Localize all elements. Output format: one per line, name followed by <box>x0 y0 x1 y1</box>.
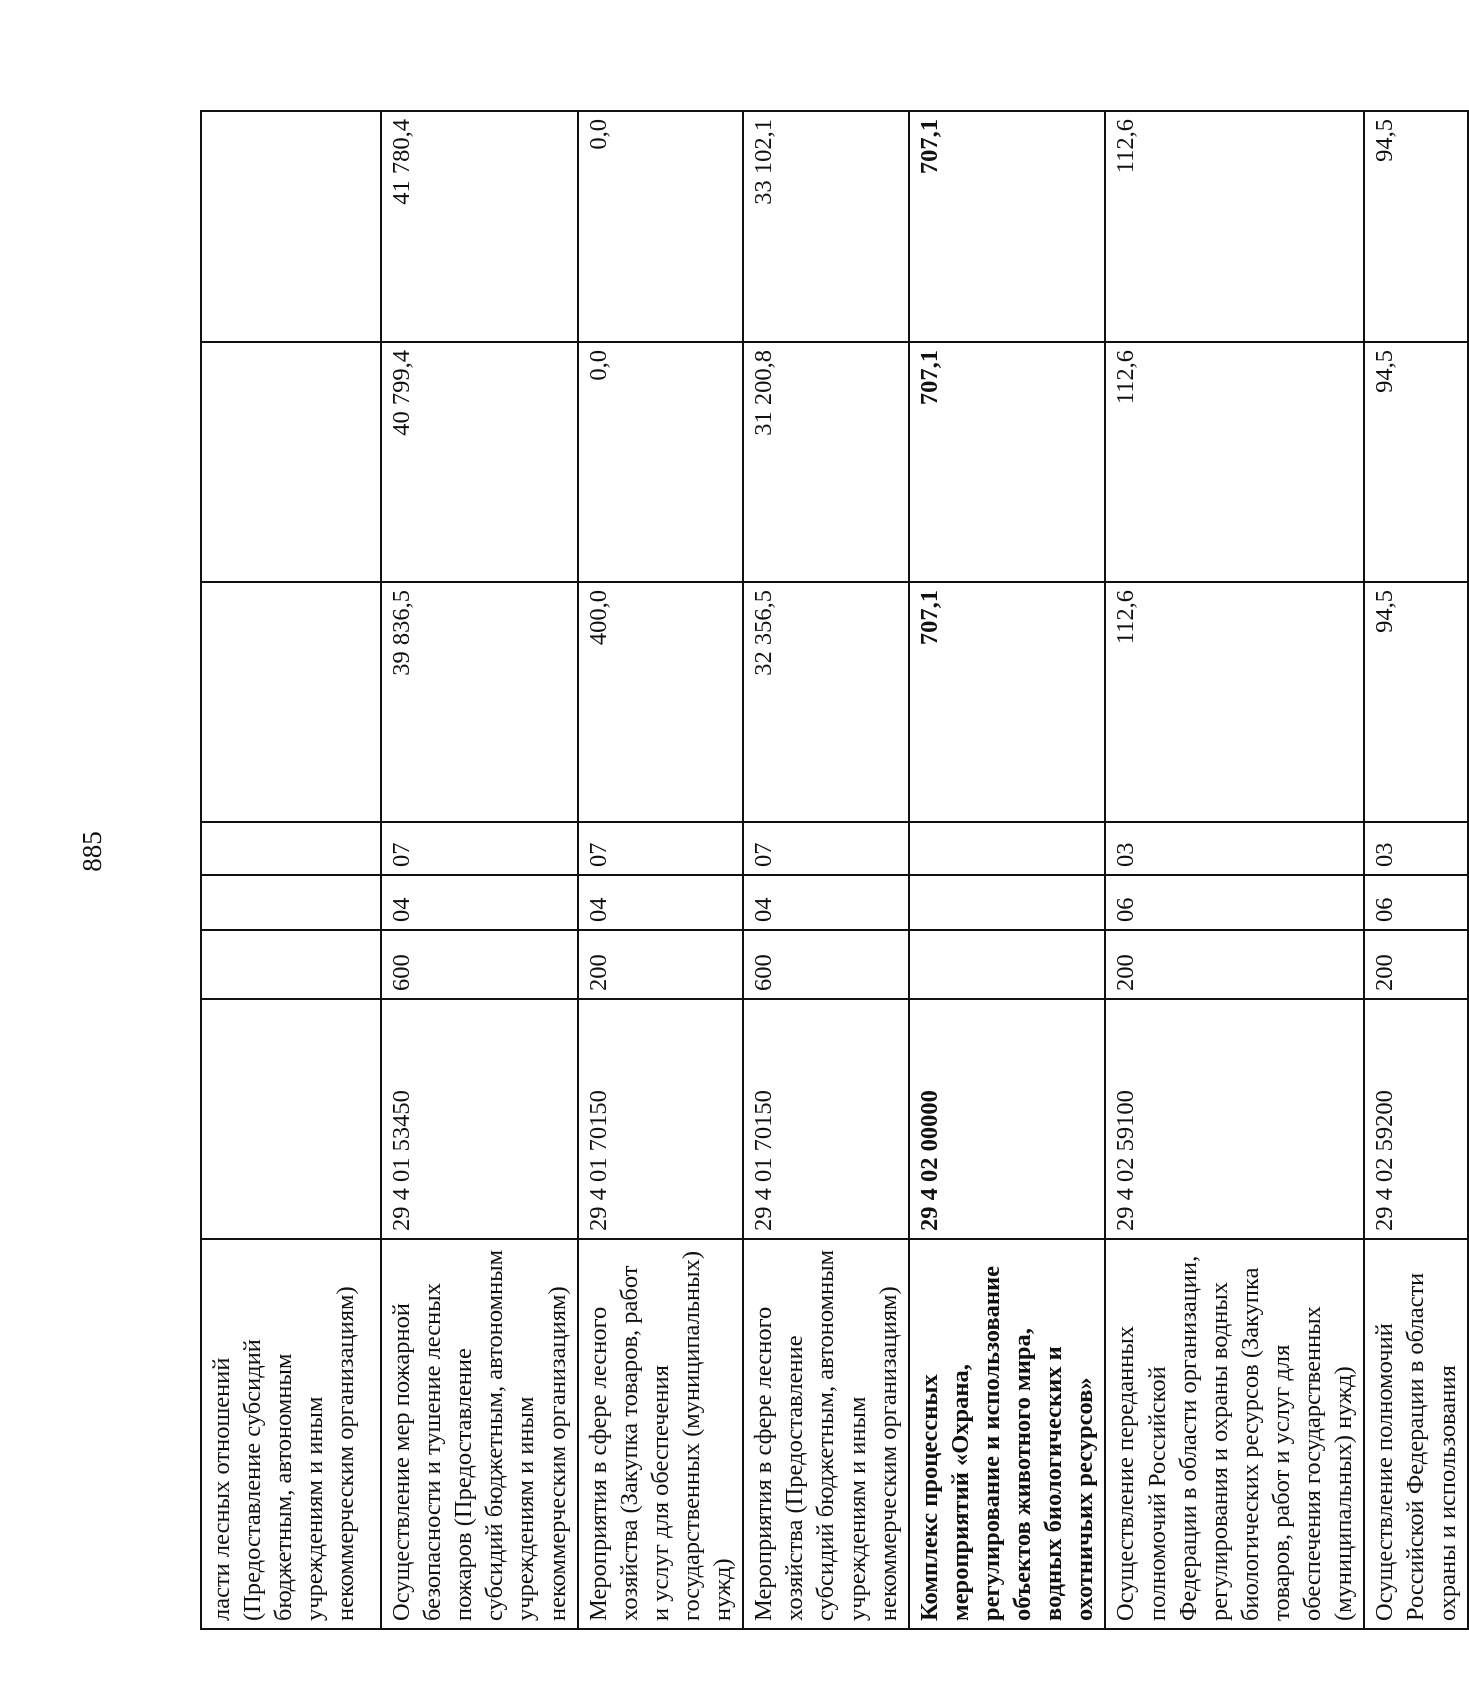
row-code-vr: 200 <box>1364 930 1467 999</box>
row-amount-year1: 39 836,5 <box>381 582 578 822</box>
row-code-csr: 29 4 01 70150 <box>743 999 909 1239</box>
row-code-vr <box>201 930 381 999</box>
page-number: 885 <box>76 831 107 872</box>
row-code-pr <box>201 822 381 875</box>
row-code-pr: 03 <box>1105 822 1364 875</box>
row-amount-year2: 707,1 <box>909 342 1106 582</box>
table-row <box>1105 111 1364 1629</box>
row-amount-year1: 400,0 <box>578 582 744 822</box>
table-row <box>743 111 909 1629</box>
row-code-csr: 29 4 02 59100 <box>1105 999 1364 1239</box>
row-code-csr <box>201 999 381 1239</box>
row-amount-year3: 707,1 <box>909 111 1106 342</box>
row-code-vr: 200 <box>578 930 744 999</box>
row-amount-year2 <box>201 342 381 582</box>
row-amount-year2: 94,5 <box>1364 342 1467 582</box>
table-row <box>201 111 381 1629</box>
row-amount-year3: 0,0 <box>578 111 744 342</box>
row-code-rz: 06 <box>1105 875 1364 930</box>
table-body <box>201 111 1468 1629</box>
row-name: Мероприятия в сфере лесного хозяйства (Закупка товаров, работ и услуг для обеспечения государственных (муниципальных) нужд) <box>578 1239 744 1629</box>
row-code-pr: 07 <box>578 822 744 875</box>
row-code-pr: 07 <box>743 822 909 875</box>
row-amount-year2: 31 200,8 <box>743 342 909 582</box>
row-code-rz: 04 <box>578 875 744 930</box>
row-code-csr: 29 4 02 00000 <box>909 999 1106 1239</box>
row-name: Осуществление полномочий Российской Федерации в области охраны и использования <box>1364 1239 1467 1629</box>
row-amount-year1: 707,1 <box>909 582 1106 822</box>
row-amount-year2: 0,0 <box>578 342 744 582</box>
row-code-pr <box>909 822 1106 875</box>
row-code-csr: 29 4 01 53450 <box>381 999 578 1239</box>
row-amount-year1: 94,5 <box>1364 582 1467 822</box>
row-code-vr <box>909 930 1106 999</box>
row-code-vr: 600 <box>743 930 909 999</box>
row-amount-year2: 112,6 <box>1105 342 1364 582</box>
row-code-rz: 04 <box>743 875 909 930</box>
row-amount-year1: 32 356,5 <box>743 582 909 822</box>
row-code-csr: 29 4 01 70150 <box>578 999 744 1239</box>
row-code-rz: 06 <box>1364 875 1467 930</box>
row-name: Комплекс процессных мероприятий «Охрана, регулирование и использование объектов животного мира, водных биологических и охотничьих ресурсов» <box>909 1239 1106 1629</box>
row-name: ласти лесных отношений (Предоставление субсидий бюджетным, автономным учреждениям и иным некоммерческим организациям) <box>201 1239 381 1629</box>
row-code-rz <box>909 875 1106 930</box>
row-amount-year3 <box>201 111 381 342</box>
row-amount-year2: 40 799,4 <box>381 342 578 582</box>
row-code-vr: 600 <box>381 930 578 999</box>
row-amount-year1: 112,6 <box>1105 582 1364 822</box>
row-name: Осуществление мер пожарной безопасности и тушение лесных пожаров (Предоставление субсидий бюджетным, автономным учреждениям и иным некоммерческим организациям) <box>381 1239 578 1629</box>
row-amount-year3: 41 780,4 <box>381 111 578 342</box>
table-row <box>578 111 744 1629</box>
rotated-table-container <box>200 112 1461 1630</box>
row-code-rz <box>201 875 381 930</box>
row-code-vr: 200 <box>1105 930 1364 999</box>
budget-table <box>200 110 1469 1630</box>
row-amount-year1 <box>201 582 381 822</box>
table-region <box>200 112 1461 1630</box>
row-name: Мероприятия в сфере лесного хозяйства (Предоставление субсидий бюджетным, автономным учреждениям и иным некоммерческим организациям) <box>743 1239 909 1629</box>
table-row <box>909 111 1106 1629</box>
row-amount-year3: 94,5 <box>1364 111 1467 342</box>
row-code-rz: 04 <box>381 875 578 930</box>
row-code-pr: 03 <box>1364 822 1467 875</box>
table-row <box>381 111 578 1629</box>
row-amount-year3: 112,6 <box>1105 111 1364 342</box>
row-code-pr: 07 <box>381 822 578 875</box>
table-row <box>1364 111 1467 1629</box>
row-name: Осуществление переданных полномочий Российской Федерации в области организации, регулирования и охраны водных биологических ресурсов (Закупка товаров, работ и услуг для обеспечения государственных (муниципальных) нужд) <box>1105 1239 1364 1629</box>
row-amount-year3: 33 102,1 <box>743 111 909 342</box>
row-code-csr: 29 4 02 59200 <box>1364 999 1467 1239</box>
